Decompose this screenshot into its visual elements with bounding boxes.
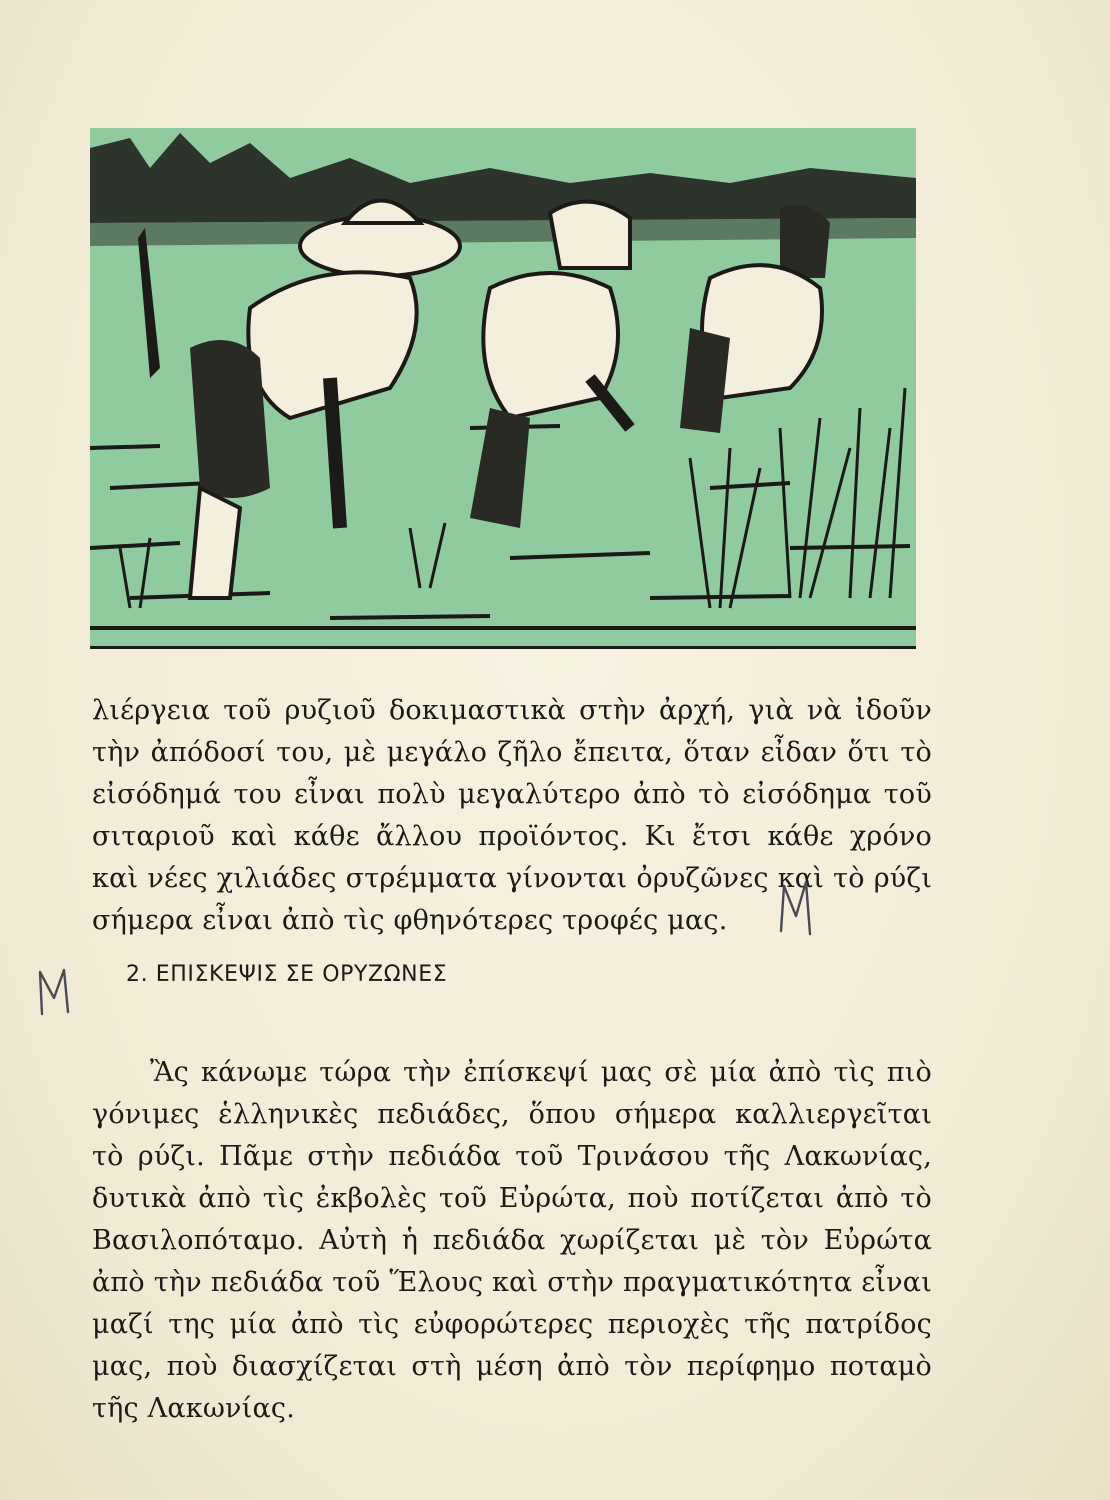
handwritten-m-mark (36, 962, 76, 1022)
rice-planting-illustration (90, 128, 916, 649)
paragraph-1-line: καὶ νέες χιλιάδες στρέμματα γίνονται ὀρυζῶνες καὶ τὸ ρύζι (92, 863, 932, 894)
paragraph-2-line: ἀπὸ τὴν πεδιάδα τοῦ Ἕλους καὶ στὴν πραγματικότητα εἶναι (92, 1267, 932, 1298)
paragraph-1-line: σιταριοῦ καὶ κάθε ἄλλου προϊόντος. Κι ἔτσι κάθε χρόνο (92, 821, 932, 852)
paragraph-2-line: μας, ποὺ διασχίζεται στὴ μέση ἀπὸ τὸν περίφημο ποταμὸ (92, 1351, 932, 1382)
paragraph-2-line: τῆς Λακωνίας. (92, 1393, 295, 1424)
paragraph-1-line: λιέργεια τοῦ ρυζιοῦ δοκιμαστικὰ στὴν ἀρχή, γιὰ νὰ ἰδοῦν (92, 695, 932, 726)
paragraph-1-line: σήμερα εἶναι ἀπὸ τὶς φθηνότερες τροφές μας. (92, 905, 728, 936)
handwritten-m-icon (36, 962, 76, 1022)
paragraph-2-line: Ἂς κάνωμε τώρα τὴν ἐπίσκεψί μας σὲ μία ἀπὸ τὶς πιὸ (150, 1057, 932, 1088)
section-heading: 2. ΕΠΙΣΚΕΨΙΣ ΣΕ ΟΡΥΖΩΝΕΣ (126, 962, 448, 987)
rice-planting-illustration-svg (90, 128, 916, 646)
paragraph-2-line: γόνιμες ἑλληνικὲς πεδιάδες, ὅπου σήμερα καλλιεργεῖται (92, 1099, 932, 1130)
paragraph-2-line: Βασιλοπόταμο. Αὐτὴ ἡ πεδιάδα χωρίζεται μὲ τὸν Εὐρώτα (92, 1225, 932, 1256)
paragraph-2-line: μαζί της μία ἀπὸ τὶς εὐφορώτερες περιοχὲς τῆς πατρίδος (92, 1309, 932, 1340)
paragraph-1-line: τὴν ἀπόδοσί του, μὲ μεγάλο ζῆλο ἔπειτα, ὅταν εἶδαν ὅτι τὸ (92, 737, 932, 768)
paragraph-2-line: δυτικὰ ἀπὸ τὶς ἐκβολὲς τοῦ Εὐρώτα, ποὺ ποτίζεται ἀπὸ τὸ (92, 1183, 932, 1214)
paragraph-1-line: εἰσόδημά του εἶναι πολὺ μεγαλύτερο ἀπὸ τὸ εἰσόδημα τοῦ (92, 779, 932, 810)
handwritten-m-icon (776, 876, 816, 936)
paragraph-2-line: τὸ ρύζι. Πᾶμε στὴν πεδιάδα τοῦ Τρινάσου τῆς Λακωνίας, (92, 1141, 932, 1172)
handwritten-m-mark (776, 876, 816, 936)
paragraph-2 (92, 1052, 932, 1430)
